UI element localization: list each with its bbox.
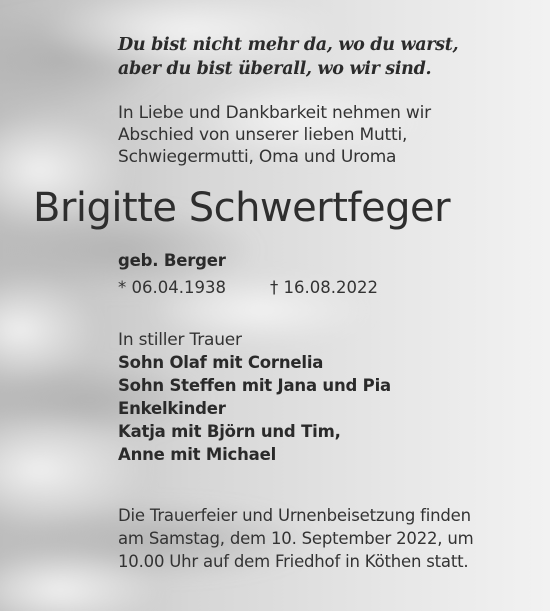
ceremony-line-2: am Samstag, dem 10. September 2022, um (118, 529, 474, 548)
mourner-line-4: Katja mit Björn und Tim, (118, 422, 341, 441)
birth-name: geb. Berger (118, 251, 226, 270)
motto-line-2: aber du bist überall, wo wir sind. (118, 59, 432, 79)
intro-line-3: Schwiegermutti, Oma und Uroma (118, 147, 397, 167)
mourners-heading: In stiller Trauer (118, 330, 242, 350)
mourner-line-2: Sohn Steffen mit Jana und Pia (118, 376, 391, 395)
mourner-line-1: Sohn Olaf mit Cornelia (118, 353, 324, 372)
intro-line-2: Abschied von unserer lieben Mutti, (118, 125, 408, 145)
motto-line-1: Du bist nicht mehr da, wo du warst, (118, 35, 459, 55)
ceremony-line-1: Die Trauerfeier und Urnenbeisetzung finden (118, 506, 471, 525)
ceremony-line-3: 10.00 Uhr auf dem Friedhof in Köthen statt. (118, 552, 469, 571)
birth-date: * 06.04.1938 (118, 278, 226, 297)
death-date: † 16.08.2022 (270, 278, 378, 297)
mourner-line-5: Anne mit Michael (118, 445, 277, 464)
mourner-line-3: Enkelkinder (118, 399, 226, 418)
deceased-name: Brigitte Schwertfeger (33, 185, 451, 231)
intro-line-1: In Liebe und Dankbarkeit nehmen wir (118, 103, 431, 123)
